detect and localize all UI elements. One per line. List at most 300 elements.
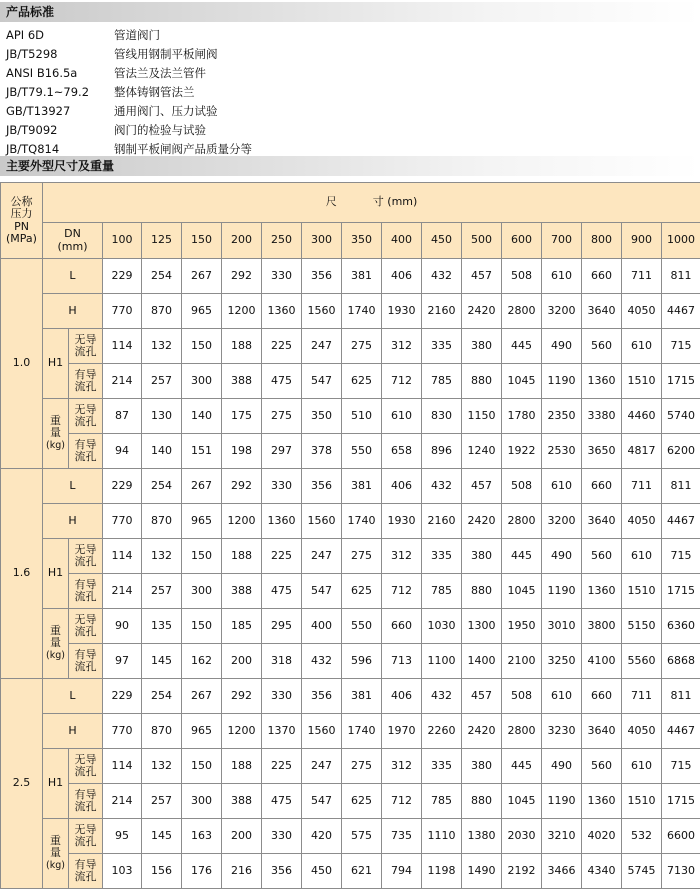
table-cell: 610 (542, 679, 582, 714)
table-cell: 254 (142, 259, 182, 294)
table-cell: 229 (103, 469, 142, 504)
table-cell: 380 (462, 329, 502, 364)
table-cell: 660 (382, 609, 422, 644)
table-cell: 1240 (462, 434, 502, 469)
table-row (1, 504, 700, 539)
table-cell: 610 (622, 749, 662, 784)
table-cell: 1200 (222, 294, 262, 329)
table-cell: 132 (142, 329, 182, 364)
table-cell: 560 (582, 329, 622, 364)
table-cell: 176 (182, 854, 222, 889)
table-cell: 1740 (342, 294, 382, 329)
row-label: 流孔 (74, 345, 97, 358)
standard-code: ANSI B16.5a (6, 66, 78, 80)
table-cell: 432 (422, 469, 462, 504)
table-row (1, 259, 700, 294)
dn-value: 200 (222, 223, 262, 259)
table-cell: 711 (622, 679, 662, 714)
row-label: 有导 (74, 857, 97, 871)
table-cell: 378 (302, 434, 342, 469)
table-cell: 547 (302, 364, 342, 399)
table-row (1, 714, 700, 749)
table-cell: 1780 (502, 399, 542, 434)
table-row (1, 749, 700, 784)
table-cell: 300 (182, 784, 222, 819)
table-cell: 880 (462, 784, 502, 819)
table-cell: 432 (422, 259, 462, 294)
row-sublabel (69, 749, 103, 784)
table-cell: 475 (262, 784, 302, 819)
table-cell: 5560 (622, 644, 662, 679)
table-cell: 7130 (662, 854, 700, 889)
table-cell: 715 (662, 329, 700, 364)
row-label: 无导 (74, 332, 97, 346)
row-label (43, 819, 69, 889)
table-cell: 6360 (662, 609, 700, 644)
table-cell: 475 (262, 574, 302, 609)
table-cell: 1360 (262, 294, 302, 329)
table-cell: 188 (222, 749, 262, 784)
table-cell: 490 (542, 749, 582, 784)
row-label (43, 609, 69, 679)
table-cell: 3250 (542, 644, 582, 679)
table-cell: 3640 (582, 294, 622, 329)
table-cell: 297 (262, 434, 302, 469)
table-cell: 312 (382, 749, 422, 784)
table-cell: 145 (142, 819, 182, 854)
table-cell: 712 (382, 364, 422, 399)
table-cell: 229 (103, 679, 142, 714)
table-cell: 175 (222, 399, 262, 434)
row-label: 流孔 (74, 450, 97, 463)
table-cell: 4020 (582, 819, 622, 854)
table-cell: 811 (662, 469, 700, 504)
row-label: 流孔 (74, 800, 97, 813)
pn-label: (MPa) (6, 231, 37, 245)
table-cell: 6200 (662, 434, 700, 469)
table-cell: 1510 (622, 364, 662, 399)
table-row (1, 329, 700, 364)
row-sublabel (69, 399, 103, 434)
table-cell: 532 (622, 819, 662, 854)
table-cell: 330 (262, 259, 302, 294)
table-cell: 188 (222, 329, 262, 364)
table-cell: 2800 (502, 504, 542, 539)
table-cell: 625 (342, 574, 382, 609)
table-cell: 4050 (622, 714, 662, 749)
table-cell: 490 (542, 329, 582, 364)
table-cell: 1198 (422, 854, 462, 889)
table-cell: 1100 (422, 644, 462, 679)
pn-value: 2.5 (1, 679, 43, 889)
table-cell: 3010 (542, 609, 582, 644)
table-cell: 1190 (542, 364, 582, 399)
table-cell: 185 (222, 609, 262, 644)
table-cell: 400 (302, 609, 342, 644)
table-row (1, 399, 700, 434)
row-label: L (43, 259, 103, 294)
table-cell: 432 (422, 679, 462, 714)
pn-label: 公称 (10, 195, 33, 209)
table-cell: 330 (262, 819, 302, 854)
table-cell: 229 (103, 259, 142, 294)
table-cell: 490 (542, 539, 582, 574)
table-cell: 870 (142, 294, 182, 329)
table-cell: 132 (142, 749, 182, 784)
table-cell: 1045 (502, 364, 542, 399)
table-cell: 4467 (662, 294, 700, 329)
table-cell: 292 (222, 259, 262, 294)
table-cell: 216 (222, 854, 262, 889)
table-cell: 610 (622, 539, 662, 574)
table-cell: 1715 (662, 574, 700, 609)
table-cell: 312 (382, 329, 422, 364)
table-cell: 1150 (462, 399, 502, 434)
table-cell: 225 (262, 749, 302, 784)
table-cell: 312 (382, 539, 422, 574)
table-cell: 275 (342, 539, 382, 574)
table-cell: 457 (462, 679, 502, 714)
table-cell: 1510 (622, 574, 662, 609)
row-label: 无导 (74, 542, 97, 556)
standards-section-header: 产品标准 (0, 2, 700, 22)
table-cell: 163 (182, 819, 222, 854)
table-cell: 794 (382, 854, 422, 889)
table-cell: 432 (302, 644, 342, 679)
table-cell: 257 (142, 364, 182, 399)
table-row (1, 679, 700, 714)
table-cell: 335 (422, 749, 462, 784)
table-cell: 267 (182, 679, 222, 714)
standard-code: JB/T5298 (6, 47, 58, 61)
table-cell: 275 (262, 399, 302, 434)
table-cell: 1715 (662, 784, 700, 819)
table-cell: 4467 (662, 714, 700, 749)
row-label: L (43, 679, 103, 714)
table-cell: 2350 (542, 399, 582, 434)
row-sublabel (69, 329, 103, 364)
row-label: 无导 (74, 402, 97, 416)
dn-value: 1000 (662, 223, 700, 259)
table-cell: 356 (262, 854, 302, 889)
row-label: 流孔 (74, 555, 97, 568)
standard-name: 钢制平板闸阀产品质量分等 (114, 142, 252, 156)
table-cell: 1560 (302, 714, 342, 749)
dn-value: 600 (502, 223, 542, 259)
table-cell: 292 (222, 469, 262, 504)
table-cell: 1110 (422, 819, 462, 854)
table-cell: 625 (342, 364, 382, 399)
table-cell: 610 (382, 399, 422, 434)
table-cell: 1190 (542, 574, 582, 609)
table-cell: 4460 (622, 399, 662, 434)
dn-value: 150 (182, 223, 222, 259)
dn-label: (mm) (57, 239, 88, 253)
row-label: 重 (50, 414, 61, 428)
table-cell: 330 (262, 679, 302, 714)
table-cell: 610 (542, 259, 582, 294)
table-cell: 406 (382, 679, 422, 714)
table-cell: 1510 (622, 784, 662, 819)
table-cell: 445 (502, 329, 542, 364)
row-label: 有导 (74, 437, 97, 451)
row-label: 无导 (74, 612, 97, 626)
dn-value: 125 (142, 223, 182, 259)
table-cell: 3650 (582, 434, 622, 469)
dn-label: DN (64, 227, 81, 241)
row-label: 流孔 (74, 590, 97, 603)
table-cell: 3640 (582, 504, 622, 539)
table-cell: 300 (182, 364, 222, 399)
table-cell: 225 (262, 329, 302, 364)
standard-item (6, 102, 656, 121)
table-cell: 225 (262, 539, 302, 574)
table-row (1, 294, 700, 329)
row-sublabel (69, 539, 103, 574)
table-cell: 214 (103, 784, 142, 819)
table-cell: 785 (422, 364, 462, 399)
standard-name: 管道阀门 (114, 28, 160, 42)
table-cell: 2192 (502, 854, 542, 889)
row-label: 流孔 (74, 835, 97, 848)
standard-code: JB/T79.1~79.2 (6, 85, 90, 99)
table-cell: 965 (182, 714, 222, 749)
table-cell: 94 (103, 434, 142, 469)
table-cell: 660 (582, 679, 622, 714)
table-cell: 214 (103, 574, 142, 609)
table-row (1, 539, 700, 574)
table-cell: 508 (502, 679, 542, 714)
row-label: H1 (43, 749, 69, 819)
table-cell: 275 (342, 749, 382, 784)
size-title: 寸 (372, 195, 384, 209)
table-row (1, 819, 700, 854)
standard-name: 管法兰及法兰管件 (114, 66, 206, 80)
table-cell: 380 (462, 749, 502, 784)
table-cell: 381 (342, 259, 382, 294)
table-cell: 3210 (542, 819, 582, 854)
table-cell: 560 (582, 749, 622, 784)
row-label (43, 399, 69, 469)
table-cell: 2160 (422, 504, 462, 539)
table-cell: 610 (622, 329, 662, 364)
table-cell: 735 (382, 819, 422, 854)
table-cell: 1922 (502, 434, 542, 469)
row-label: 重 (50, 624, 61, 638)
table-cell: 388 (222, 364, 262, 399)
row-label: 流孔 (74, 415, 97, 428)
table-cell: 547 (302, 784, 342, 819)
dimensions-section-header: 主要外型尺寸及重量 (0, 156, 700, 176)
table-row (1, 364, 700, 399)
table-cell: 388 (222, 784, 262, 819)
table-cell: 1360 (262, 504, 302, 539)
pn-value: 1.6 (1, 469, 43, 679)
table-cell: 162 (182, 644, 222, 679)
table-cell: 150 (182, 749, 222, 784)
standard-name: 整体铸钢管法兰 (114, 85, 195, 99)
table-cell: 596 (342, 644, 382, 679)
table-cell: 1370 (262, 714, 302, 749)
table-cell: 445 (502, 749, 542, 784)
row-sublabel (69, 609, 103, 644)
row-label: 有导 (74, 787, 97, 801)
table-cell: 406 (382, 259, 422, 294)
table-cell: 870 (142, 714, 182, 749)
standard-name: 阀门的检验与试验 (114, 123, 206, 137)
table-cell: 621 (342, 854, 382, 889)
table-cell: 350 (302, 399, 342, 434)
table-cell: 770 (103, 714, 142, 749)
table-cell: 1400 (462, 644, 502, 679)
row-label: 流孔 (74, 765, 97, 778)
row-label: 流孔 (74, 870, 97, 883)
row-sublabel (69, 574, 103, 609)
row-label: 有导 (74, 647, 97, 661)
row-label: H1 (43, 539, 69, 609)
table-cell: 188 (222, 539, 262, 574)
standard-item (6, 64, 656, 83)
table-cell: 97 (103, 644, 142, 679)
table-cell: 3200 (542, 504, 582, 539)
table-cell: 965 (182, 504, 222, 539)
table-cell: 1930 (382, 294, 422, 329)
table-cell: 625 (342, 784, 382, 819)
table-cell: 2030 (502, 819, 542, 854)
standard-name: 通用阀门、压力试验 (114, 104, 218, 118)
row-label: 量 (50, 636, 61, 650)
table-cell: 508 (502, 259, 542, 294)
table-cell: 770 (103, 504, 142, 539)
standards-list (6, 26, 656, 159)
pn-header (1, 183, 43, 259)
table-cell: 114 (103, 749, 142, 784)
table-cell: 90 (103, 609, 142, 644)
table-cell: 132 (142, 539, 182, 574)
table-cell: 2800 (502, 294, 542, 329)
table-row (1, 784, 700, 819)
table-cell: 103 (103, 854, 142, 889)
row-sublabel (69, 784, 103, 819)
standard-code: JB/T9092 (6, 123, 58, 137)
table-cell: 811 (662, 679, 700, 714)
table-cell: 247 (302, 749, 342, 784)
table-cell: 257 (142, 574, 182, 609)
table-cell: 1740 (342, 714, 382, 749)
dn-value: 450 (422, 223, 462, 259)
table-cell: 1360 (582, 784, 622, 819)
table-cell: 610 (542, 469, 582, 504)
table-cell: 247 (302, 539, 342, 574)
table-cell: 114 (103, 539, 142, 574)
table-cell: 2160 (422, 294, 462, 329)
standard-code: JB/TQ814 (6, 142, 60, 156)
table-cell: 1490 (462, 854, 502, 889)
table-row (1, 574, 700, 609)
table-cell: 1970 (382, 714, 422, 749)
table-cell: 2800 (502, 714, 542, 749)
dn-value: 800 (582, 223, 622, 259)
table-cell: 300 (182, 574, 222, 609)
table-cell: 1360 (582, 364, 622, 399)
row-label: 流孔 (74, 380, 97, 393)
table-cell: 712 (382, 784, 422, 819)
table-cell: 356 (302, 469, 342, 504)
row-label: 流孔 (74, 660, 97, 673)
pn-value: 1.0 (1, 259, 43, 469)
row-label: 量 (50, 426, 61, 440)
table-cell: 140 (182, 399, 222, 434)
table-cell: 4050 (622, 504, 662, 539)
table-cell: 267 (182, 259, 222, 294)
table-cell: 711 (622, 469, 662, 504)
table-cell: 275 (342, 329, 382, 364)
table-cell: 3200 (542, 294, 582, 329)
row-label: 流孔 (74, 625, 97, 638)
dn-header (43, 223, 103, 259)
table-cell: 880 (462, 574, 502, 609)
table-cell: 2420 (462, 294, 502, 329)
table-cell: 547 (302, 574, 342, 609)
dn-value: 700 (542, 223, 582, 259)
table-cell: 406 (382, 469, 422, 504)
table-cell: 381 (342, 679, 382, 714)
dn-value: 500 (462, 223, 502, 259)
table-cell: 292 (222, 679, 262, 714)
table-cell: 711 (622, 259, 662, 294)
table-cell: 880 (462, 364, 502, 399)
row-label: 无导 (74, 752, 97, 766)
table-cell: 715 (662, 539, 700, 574)
table-cell: 380 (462, 539, 502, 574)
table-cell: 1715 (662, 364, 700, 399)
dn-value: 350 (342, 223, 382, 259)
table-cell: 135 (142, 609, 182, 644)
table-cell: 3800 (582, 609, 622, 644)
table-cell: 660 (582, 259, 622, 294)
table-cell: 200 (222, 819, 262, 854)
table-cell: 785 (422, 574, 462, 609)
row-label: 重 (50, 834, 61, 848)
row-sublabel (69, 434, 103, 469)
table-row (1, 609, 700, 644)
table-cell: 6600 (662, 819, 700, 854)
table-cell: 381 (342, 469, 382, 504)
table-cell: 510 (342, 399, 382, 434)
table-cell: 1560 (302, 294, 342, 329)
table-cell: 87 (103, 399, 142, 434)
standard-name: 管线用钢制平板闸阀 (114, 47, 218, 61)
table-cell: 830 (422, 399, 462, 434)
table-cell: 3230 (542, 714, 582, 749)
row-label: 有导 (74, 367, 97, 381)
row-label: L (43, 469, 103, 504)
table-cell: 715 (662, 749, 700, 784)
table-cell: 198 (222, 434, 262, 469)
table-cell: 1740 (342, 504, 382, 539)
table-cell: 356 (302, 679, 342, 714)
table-cell: 550 (342, 434, 382, 469)
table-cell: 114 (103, 329, 142, 364)
standard-item (6, 26, 656, 45)
row-label: (kg) (46, 650, 65, 662)
table-cell: 254 (142, 469, 182, 504)
table-cell: 267 (182, 469, 222, 504)
table-cell: 140 (142, 434, 182, 469)
table-cell: 4100 (582, 644, 622, 679)
table-cell: 1930 (382, 504, 422, 539)
table-cell: 1380 (462, 819, 502, 854)
